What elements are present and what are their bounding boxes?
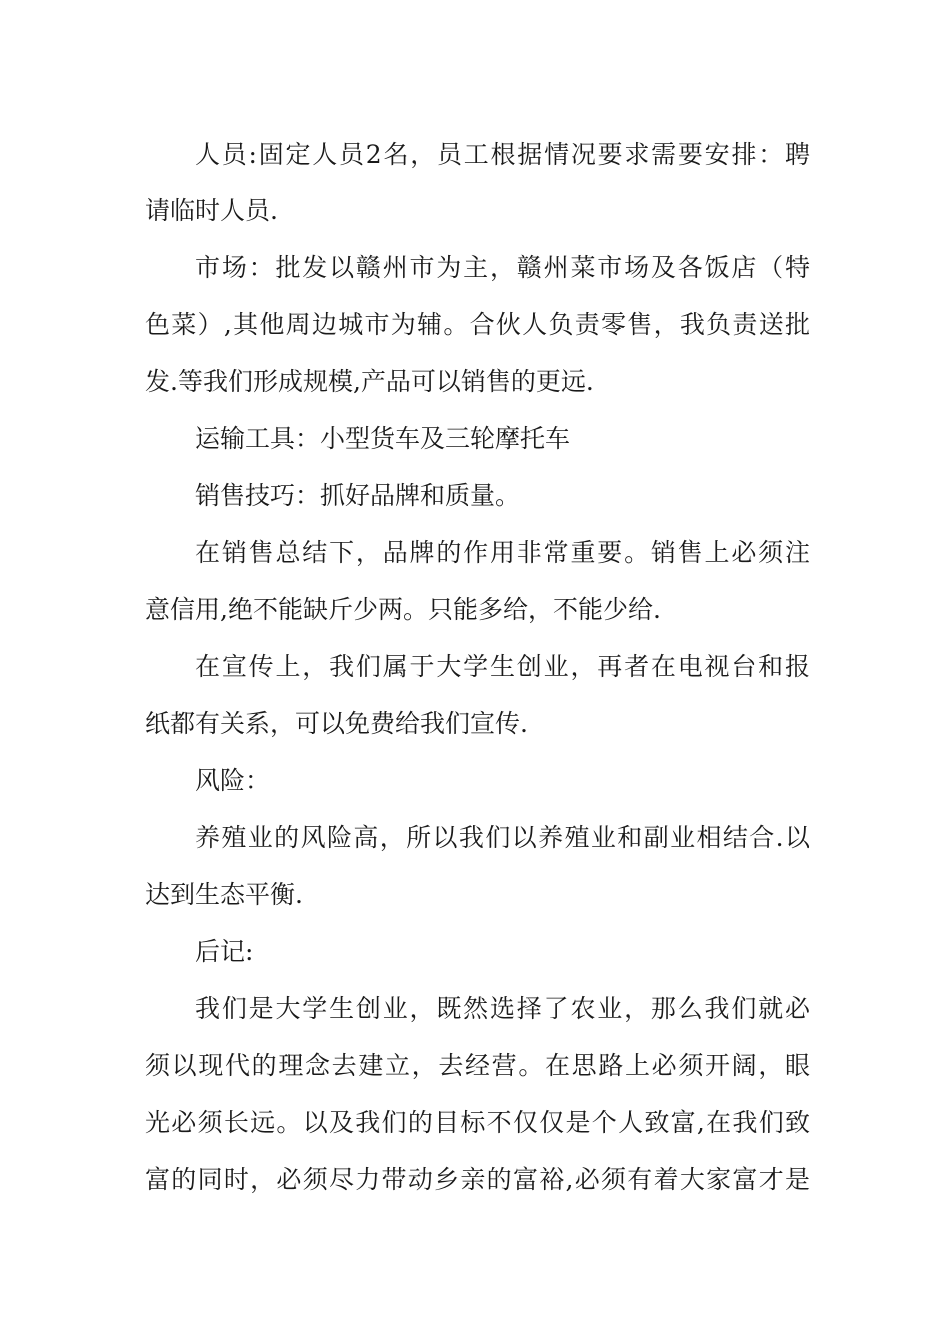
text-line: 我们是大学生创业，既然选择了农业，那么我们就必 [195, 994, 810, 1023]
text-line: 销售技巧：抓好品牌和质量。 [195, 481, 521, 510]
text-line: 请临时人员. [145, 196, 278, 225]
text-line: 运输工具：小型货车及三轮摩托车 [195, 424, 571, 453]
text-line: 在销售总结下，品牌的作用非常重要。销售上必须注 [195, 538, 810, 567]
text-line: 须以现代的理念去建立，去经营。在思路上必须开阔，眼 [145, 1051, 810, 1080]
text-line: 意信用,绝不能缺斤少两。只能多给，不能少给. [145, 595, 661, 624]
text-line: 发.等我们形成规模,产品可以销售的更远. [145, 367, 594, 396]
text-line: 达到生态平衡. [145, 880, 303, 909]
text-line: 人员:固定人员2名，员工根据情况要求需要安排：聘 [195, 140, 810, 169]
text-line: 后记: [195, 937, 254, 966]
text-line: 富的同时，必须尽力带动乡亲的富裕,必须有着大家富才是 [145, 1165, 810, 1194]
text-line: 纸都有关系，可以免费给我们宣传. [145, 709, 528, 738]
text-line: 在宣传上，我们属于大学生创业，再者在电视台和报 [195, 652, 810, 681]
text-line: 光必须长远。以及我们的目标不仅仅是个人致富,在我们致 [145, 1108, 810, 1137]
text-line: 色菜）,其他周边城市为辅。合伙人负责零售，我负责送批 [145, 310, 810, 339]
text-line: 市场：批发以赣州市为主，赣州菜市场及各饭店（特 [195, 253, 810, 282]
text-line: 风险： [195, 766, 271, 795]
text-line: 养殖业的风险高，所以我们以养殖业和副业相结合.以 [195, 823, 810, 852]
